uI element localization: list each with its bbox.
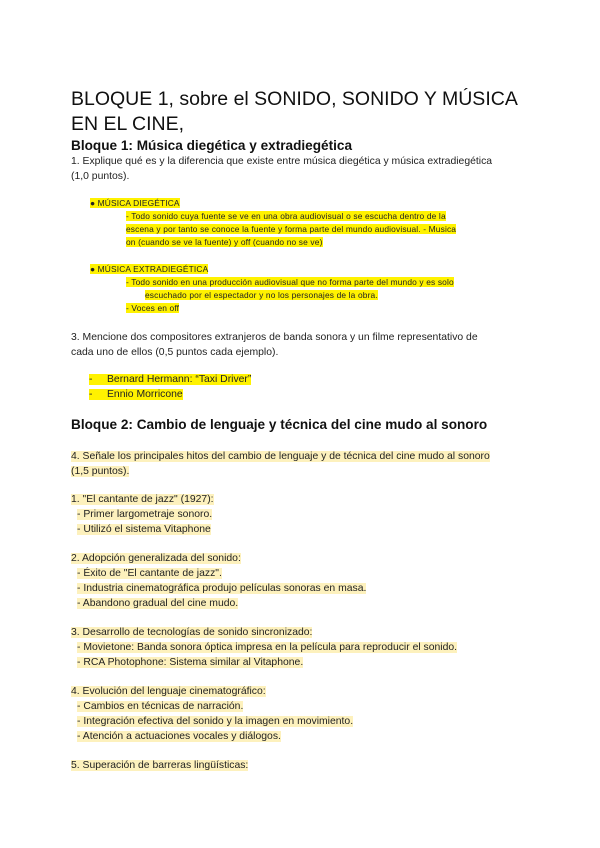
diegetica-line3: on (cuando se ve la fuente) y off (cuando no se ve) [126, 237, 323, 247]
page-title: BLOQUE 1, sobre el SONIDO, SONIDO Y MÚSICA EN EL CINE, [71, 88, 517, 135]
milestone-item: - Primer largometraje sonoro. [77, 509, 213, 520]
bloque1-heading: Bloque 1: Música diegética y extradiegética [71, 138, 353, 153]
diegetica-line1: - Todo sonido cuya fuente se ve en una obra audiovisual o se escucha dentro de la [126, 211, 446, 221]
q4-line2: (1,5 puntos). [71, 466, 130, 477]
milestone-item: - Éxito de "El cantante de jazz". [77, 568, 222, 579]
q1-line2: (1,0 puntos). [71, 171, 130, 182]
milestone-item: - Abandono gradual del cine mudo. [77, 598, 239, 609]
diegetica-label: ● MÚSICA DIEGÉTICA [90, 198, 180, 208]
milestone-title: 3. Desarrollo de tecnologías de sonido sincronizado: [71, 627, 313, 638]
milestone-title: 2. Adopción generalizada del sonido: [71, 553, 241, 564]
bloque2-heading: Bloque 2: Cambio de lenguaje y técnica del cine mudo al sonoro [71, 417, 488, 432]
q3-line2: cada uno de ellos (0,5 puntos cada ejemplo). [71, 347, 279, 358]
milestone-title: 1. "El cantante de jazz" (1927): [71, 494, 214, 505]
milestone-title: 4. Evolución del lenguaje cinematográfico: [71, 686, 266, 697]
milestone-item: - Industria cinematográfica produjo películas sonoras en masa. [77, 583, 367, 594]
milestone-item: - Cambios en técnicas de narración. [77, 701, 244, 712]
q3-line1: 3. Mencione dos compositores extranjeros de banda sonora y un filme representativo de [71, 332, 478, 343]
milestone-item: - Movietone: Banda sonora óptica impresa en la película para reproducir el sonido. [77, 642, 458, 653]
extradiegetica-line3: - Voces en off [126, 303, 180, 313]
extradiegetica-label: ● MÚSICA EXTRADIEGÉTICA [90, 264, 209, 274]
q1-line1: 1. Explique qué es y la diferencia que existe entre música diegética y música extradiegética [71, 156, 493, 167]
extradiegetica-line2: escuchado por el espectador y no los personajes de la obra. [145, 290, 378, 300]
composer-item: - Ennio Morricone [89, 389, 183, 400]
milestone-item: - Atención a actuaciones vocales y diálogos. [77, 731, 281, 742]
milestone-item: - RCA Photophone: Sistema similar al Vitaphone. [77, 657, 304, 668]
milestone-item: - Integración efectiva del sonido y la imagen en movimiento. [77, 716, 354, 727]
milestone-item: - Utilizó el sistema Vitaphone [77, 524, 211, 535]
milestone-title: 5. Superación de barreras lingüísticas: [71, 760, 249, 771]
diegetica-line2: escena y por tanto se conoce la fuente y forma parte del mundo audiovisual. - Musica [126, 224, 457, 234]
q4-line1: 4. Señale los principales hitos del cambio de lenguaje y de técnica del cine mudo al sonoro [71, 451, 490, 462]
composer-item: - Bernard Hermann: “Taxi Driver” [89, 374, 252, 385]
extradiegetica-line1: - Todo sonido en una producción audiovisual que no forma parte del mundo y es solo [126, 277, 454, 287]
